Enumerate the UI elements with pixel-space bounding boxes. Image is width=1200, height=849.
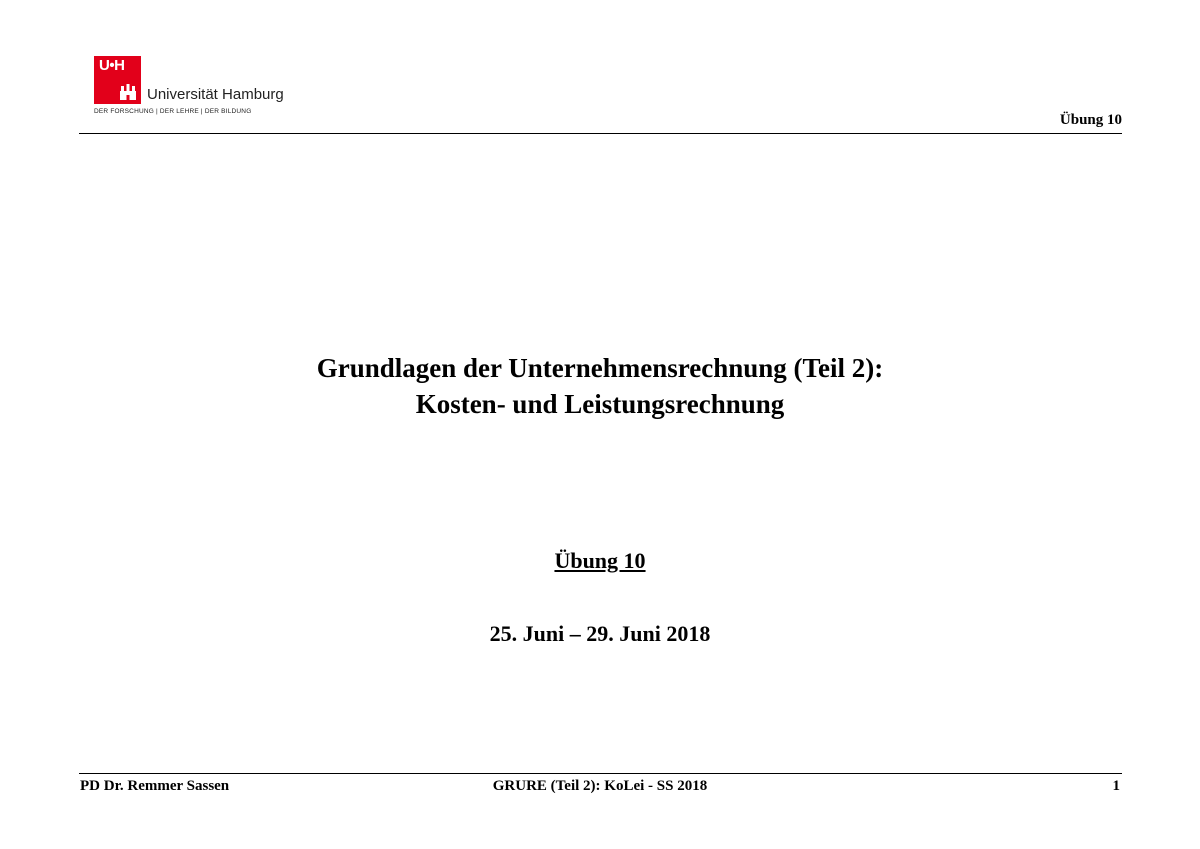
university-logo <box>94 56 294 120</box>
university-tagline: DER FORSCHUNG | DER LEHRE | DER BILDUNG <box>94 108 252 115</box>
page-title-line-2: Kosten- und Leistungsrechnung <box>415 389 785 419</box>
logo-mark: U•H <box>99 57 125 74</box>
hamburg-castle-icon <box>119 83 137 101</box>
page-title-line-1: Grundlagen der Unternehmensrechnung (Teil 2): <box>316 353 884 383</box>
footer-page-number: 1 <box>1112 778 1120 794</box>
header-exercise-label: Übung 10 <box>1059 112 1122 128</box>
footer-divider <box>79 773 1122 774</box>
exercise-subtitle: Übung 10 <box>554 548 646 573</box>
exercise-subtitle-wrapper <box>0 548 1200 574</box>
logo-red-block <box>94 56 141 104</box>
footer-author: PD Dr. Remmer Sassen <box>80 778 230 794</box>
header-divider <box>79 133 1122 134</box>
university-name: Universität Hamburg <box>147 86 284 103</box>
footer-course: GRURE (Teil 2): KoLei - SS 2018 <box>492 778 708 794</box>
date-range: 25. Juni – 29. Juni 2018 <box>489 621 711 646</box>
